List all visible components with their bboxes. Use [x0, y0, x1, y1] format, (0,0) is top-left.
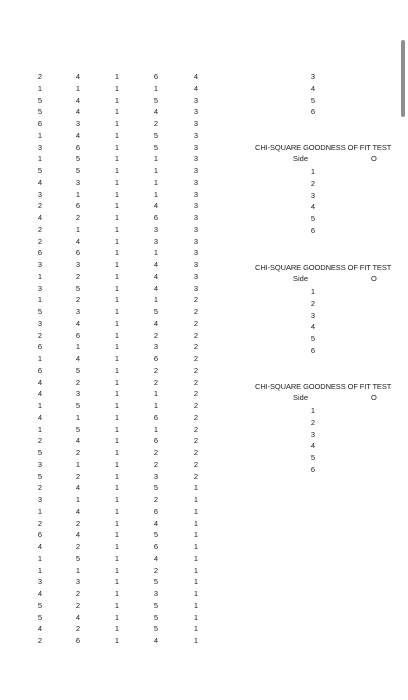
table-cell: 2 [37, 483, 43, 493]
observed-header: O [371, 154, 377, 163]
table-cell: 1 [37, 83, 43, 93]
table-cell: 1 [37, 424, 43, 434]
table-cell: 1 [153, 166, 159, 175]
table-cell: 2 [193, 377, 199, 387]
table-cell: 5 [153, 307, 159, 316]
table-cell: 2 [153, 565, 159, 575]
table-cell: 2 [193, 424, 199, 434]
table-cell: 4 [153, 271, 159, 281]
table-cell: 4 [75, 236, 81, 246]
table-cell: 4 [153, 636, 159, 645]
table-cell: 3 [37, 495, 43, 504]
side-number: 5 [310, 334, 316, 343]
table-cell: 2 [37, 72, 43, 81]
table-cell: 1 [114, 471, 120, 481]
table-cell: 3 [193, 154, 199, 164]
table-cell: 4 [75, 354, 81, 363]
table-cell: 3 [153, 236, 159, 246]
table-cell: 5 [153, 612, 159, 622]
table-cell: 1 [37, 271, 43, 281]
table-cell: 1 [114, 377, 120, 387]
table-cell: 2 [75, 448, 81, 457]
table-cell: 6 [37, 365, 43, 375]
side-number: 6 [310, 345, 316, 355]
section-title: CHI-SQUARE GOODNESS OF FIT TEST [255, 382, 392, 391]
table-cell: 1 [75, 412, 81, 422]
table-cell: 2 [37, 636, 43, 645]
table-cell: 2 [75, 471, 81, 481]
table-cell: 4 [37, 389, 43, 399]
table-cell: 2 [193, 412, 199, 422]
side-number: 2 [310, 178, 316, 188]
table-cell: 1 [114, 342, 120, 352]
table-cell: 4 [153, 318, 159, 328]
table-cell: 1 [114, 436, 120, 446]
side-value: 6 [310, 107, 316, 117]
table-cell: 1 [114, 389, 120, 399]
table-cell: 1 [153, 401, 159, 410]
table-cell: 1 [114, 636, 120, 645]
table-cell: 3 [37, 577, 43, 587]
table-cell: 6 [37, 119, 43, 128]
table-cell: 2 [75, 624, 81, 634]
table-cell: 4 [153, 553, 159, 563]
table-cell: 1 [153, 154, 159, 164]
table-cell: 6 [153, 436, 159, 446]
table-cell: 4 [75, 530, 81, 540]
table-cell: 3 [75, 177, 81, 187]
table-cell: 1 [193, 577, 199, 587]
table-cell: 2 [153, 330, 159, 340]
section-title: CHI-SQUARE GOODNESS OF FIT TEST [255, 263, 392, 272]
table-cell: 1 [114, 577, 120, 587]
table-cell: 2 [153, 365, 159, 375]
table-cell: 2 [37, 201, 43, 211]
table-cell: 3 [193, 177, 199, 187]
table-cell: 1 [114, 248, 120, 258]
table-cell: 1 [193, 600, 199, 610]
side-header: Side [293, 274, 309, 283]
table-cell: 4 [75, 436, 81, 446]
table-cell: 2 [37, 224, 43, 234]
table-cell: 5 [153, 530, 159, 540]
table-cell: 1 [114, 330, 120, 340]
table-cell: 1 [114, 201, 120, 211]
table-cell: 5 [37, 612, 43, 622]
table-cell: 1 [114, 459, 120, 469]
table-cell: 5 [37, 448, 43, 457]
table-cell: 5 [37, 471, 43, 481]
table-cell: 2 [193, 459, 199, 469]
table-cell: 1 [114, 295, 120, 305]
table-cell: 3 [75, 260, 81, 269]
table-cell: 2 [75, 542, 81, 551]
table-cell: 2 [153, 495, 159, 504]
table-cell: 1 [114, 307, 120, 316]
table-cell: 4 [37, 542, 43, 551]
table-cell: 1 [114, 130, 120, 140]
side-number: 3 [310, 190, 316, 200]
vertical-scrollbar[interactable] [401, 40, 405, 117]
table-cell: 2 [193, 436, 199, 446]
table-cell: 2 [153, 459, 159, 469]
table-cell: 4 [37, 589, 43, 598]
observed-header: O [371, 393, 377, 402]
table-cell: 6 [75, 248, 81, 258]
table-cell: 3 [75, 307, 81, 316]
table-cell: 1 [114, 189, 120, 199]
table-cell: 3 [75, 119, 81, 128]
table-cell: 2 [193, 471, 199, 481]
table-cell: 5 [75, 154, 81, 164]
table-cell: 1 [114, 600, 120, 610]
table-cell: 1 [193, 542, 199, 551]
table-cell: 1 [193, 506, 199, 516]
table-cell: 1 [114, 260, 120, 269]
table-cell: 5 [153, 95, 159, 105]
table-cell: 1 [114, 119, 120, 128]
table-cell: 1 [37, 154, 43, 164]
table-cell: 2 [75, 295, 81, 305]
table-cell: 1 [37, 506, 43, 516]
table-cell: 3 [193, 248, 199, 258]
table-cell: 1 [114, 589, 120, 598]
table-cell: 1 [75, 189, 81, 199]
table-cell: 3 [153, 471, 159, 481]
table-cell: 1 [193, 483, 199, 493]
table-cell: 1 [114, 318, 120, 328]
table-cell: 1 [75, 342, 81, 352]
table-cell: 2 [153, 448, 159, 457]
table-cell: 2 [75, 589, 81, 598]
table-cell: 1 [114, 624, 120, 634]
table-cell: 1 [114, 107, 120, 117]
table-cell: 1 [193, 565, 199, 575]
table-cell: 2 [75, 518, 81, 528]
table-cell: 1 [37, 354, 43, 363]
table-cell: 5 [153, 130, 159, 140]
table-cell: 1 [153, 177, 159, 187]
side-number: 3 [310, 429, 316, 439]
table-cell: 5 [75, 283, 81, 293]
table-cell: 2 [153, 119, 159, 128]
table-cell: 1 [114, 283, 120, 293]
table-cell: 3 [37, 142, 43, 152]
table-cell: 3 [193, 201, 199, 211]
table-cell: 4 [75, 612, 81, 622]
table-cell: 1 [114, 72, 120, 81]
table-cell: 1 [193, 636, 199, 645]
table-cell: 2 [75, 271, 81, 281]
table-cell: 1 [75, 224, 81, 234]
side-value: 5 [310, 95, 316, 105]
table-cell: 1 [114, 83, 120, 93]
table-cell: 3 [75, 389, 81, 399]
table-cell: 2 [37, 436, 43, 446]
table-cell: 3 [193, 130, 199, 140]
table-cell: 1 [193, 553, 199, 563]
table-cell: 1 [193, 495, 199, 504]
table-cell: 1 [193, 612, 199, 622]
table-cell: 1 [37, 565, 43, 575]
table-cell: 6 [153, 412, 159, 422]
table-cell: 5 [37, 600, 43, 610]
side-number: 2 [310, 417, 316, 427]
side-number: 6 [310, 464, 316, 474]
table-cell: 4 [37, 624, 43, 634]
table-cell: 6 [153, 506, 159, 516]
table-cell: 1 [75, 459, 81, 469]
table-cell: 4 [153, 107, 159, 117]
table-cell: 1 [193, 530, 199, 540]
table-cell: 4 [153, 283, 159, 293]
table-cell: 2 [75, 600, 81, 610]
table-cell: 1 [114, 424, 120, 434]
table-cell: 6 [153, 354, 159, 363]
table-cell: 1 [193, 624, 199, 634]
table-cell: 2 [193, 354, 199, 363]
table-cell: 6 [37, 248, 43, 258]
table-cell: 1 [114, 401, 120, 410]
table-cell: 5 [153, 624, 159, 634]
table-cell: 3 [193, 189, 199, 199]
table-cell: 6 [153, 213, 159, 222]
table-cell: 2 [193, 401, 199, 410]
table-cell: 2 [193, 389, 199, 399]
table-cell: 1 [75, 495, 81, 504]
side-number: 4 [310, 202, 316, 212]
table-cell: 1 [114, 271, 120, 281]
table-cell: 4 [153, 201, 159, 211]
table-cell: 5 [75, 166, 81, 175]
table-cell: 1 [153, 295, 159, 305]
table-cell: 1 [37, 295, 43, 305]
table-cell: 2 [193, 330, 199, 340]
table-cell: 6 [153, 72, 159, 81]
table-cell: 1 [153, 389, 159, 399]
table-cell: 6 [153, 542, 159, 551]
table-cell: 3 [193, 283, 199, 293]
table-cell: 2 [75, 213, 81, 222]
side-header: Side [293, 154, 309, 163]
table-cell: 6 [37, 342, 43, 352]
table-cell: 4 [75, 72, 81, 81]
table-cell: 3 [153, 589, 159, 598]
table-cell: 4 [75, 107, 81, 117]
table-cell: 1 [153, 424, 159, 434]
table-cell: 3 [193, 224, 199, 234]
table-cell: 1 [114, 506, 120, 516]
table-cell: 5 [75, 365, 81, 375]
table-cell: 1 [37, 401, 43, 410]
table-cell: 2 [193, 365, 199, 375]
table-cell: 3 [153, 224, 159, 234]
table-cell: 6 [37, 530, 43, 540]
table-cell: 1 [114, 565, 120, 575]
table-cell: 5 [75, 424, 81, 434]
table-cell: 1 [114, 495, 120, 504]
side-number: 3 [310, 310, 316, 320]
table-cell: 3 [75, 577, 81, 587]
side-number: 1 [310, 406, 316, 415]
table-cell: 4 [193, 72, 199, 81]
table-cell: 1 [75, 565, 81, 575]
table-cell: 1 [114, 518, 120, 528]
table-cell: 2 [37, 236, 43, 246]
side-number: 6 [310, 225, 316, 235]
table-cell: 1 [114, 236, 120, 246]
table-cell: 1 [114, 354, 120, 363]
table-cell: 1 [114, 142, 120, 152]
table-cell: 1 [114, 365, 120, 375]
table-cell: 2 [37, 330, 43, 340]
side-number: 1 [310, 167, 316, 176]
table-cell: 4 [153, 518, 159, 528]
table-cell: 1 [114, 483, 120, 493]
table-cell: 1 [114, 213, 120, 222]
table-cell: 1 [75, 83, 81, 93]
table-cell: 2 [153, 377, 159, 387]
table-cell: 2 [193, 295, 199, 305]
table-cell: 5 [37, 107, 43, 117]
table-cell: 1 [114, 448, 120, 457]
side-value: 4 [310, 83, 316, 93]
table-cell: 3 [193, 95, 199, 105]
section-title: CHI-SQUARE GOODNESS OF FIT TEST [255, 143, 392, 152]
table-cell: 2 [193, 318, 199, 328]
table-cell: 6 [75, 142, 81, 152]
table-cell: 1 [153, 248, 159, 258]
table-cell: 4 [75, 95, 81, 105]
table-cell: 2 [37, 518, 43, 528]
table-cell: 6 [75, 636, 81, 645]
side-number: 5 [310, 214, 316, 223]
table-cell: 4 [75, 483, 81, 493]
table-cell: 1 [37, 130, 43, 140]
table-cell: 3 [193, 260, 199, 269]
side-number: 4 [310, 441, 316, 451]
table-cell: 4 [193, 83, 199, 93]
table-cell: 3 [193, 142, 199, 152]
table-cell: 5 [153, 483, 159, 493]
table-cell: 1 [114, 412, 120, 422]
table-cell: 3 [193, 166, 199, 175]
table-cell: 5 [75, 553, 81, 563]
table-cell: 1 [153, 83, 159, 93]
table-cell: 1 [114, 177, 120, 187]
side-number: 5 [310, 453, 316, 462]
table-cell: 3 [193, 119, 199, 128]
table-cell: 4 [37, 412, 43, 422]
table-cell: 1 [114, 530, 120, 540]
table-cell: 1 [114, 154, 120, 164]
table-cell: 3 [153, 342, 159, 352]
table-cell: 3 [193, 236, 199, 246]
table-cell: 1 [114, 612, 120, 622]
table-cell: 4 [37, 213, 43, 222]
table-cell: 2 [193, 342, 199, 352]
table-cell: 4 [75, 318, 81, 328]
table-cell: 1 [114, 553, 120, 563]
table-cell: 1 [193, 589, 199, 598]
side-number: 4 [310, 322, 316, 332]
observed-header: O [371, 274, 377, 283]
table-cell: 4 [153, 260, 159, 269]
table-cell: 1 [153, 189, 159, 199]
table-cell: 1 [114, 224, 120, 234]
table-cell: 4 [75, 506, 81, 516]
table-cell: 1 [37, 553, 43, 563]
table-cell: 5 [37, 307, 43, 316]
table-cell: 4 [37, 377, 43, 387]
table-cell: 3 [193, 213, 199, 222]
table-cell: 5 [37, 95, 43, 105]
table-cell: 6 [75, 330, 81, 340]
table-cell: 3 [37, 459, 43, 469]
table-cell: 3 [193, 271, 199, 281]
side-number: 1 [310, 287, 316, 296]
side-header: Side [293, 393, 309, 402]
table-cell: 5 [37, 166, 43, 175]
table-cell: 2 [75, 377, 81, 387]
side-number: 2 [310, 298, 316, 308]
table-cell: 4 [75, 130, 81, 140]
table-cell: 3 [37, 189, 43, 199]
table-cell: 2 [193, 448, 199, 457]
table-cell: 3 [193, 107, 199, 117]
table-cell: 5 [75, 401, 81, 410]
table-cell: 6 [75, 201, 81, 211]
table-cell: 4 [37, 177, 43, 187]
table-cell: 5 [153, 142, 159, 152]
table-cell: 1 [114, 542, 120, 551]
table-cell: 3 [37, 318, 43, 328]
table-cell: 3 [37, 260, 43, 269]
table-cell: 2 [193, 307, 199, 316]
table-cell: 1 [193, 518, 199, 528]
table-cell: 1 [114, 95, 120, 105]
table-cell: 1 [114, 166, 120, 175]
table-cell: 5 [153, 600, 159, 610]
table-cell: 3 [37, 283, 43, 293]
table-cell: 5 [153, 577, 159, 587]
side-value: 3 [310, 72, 316, 81]
